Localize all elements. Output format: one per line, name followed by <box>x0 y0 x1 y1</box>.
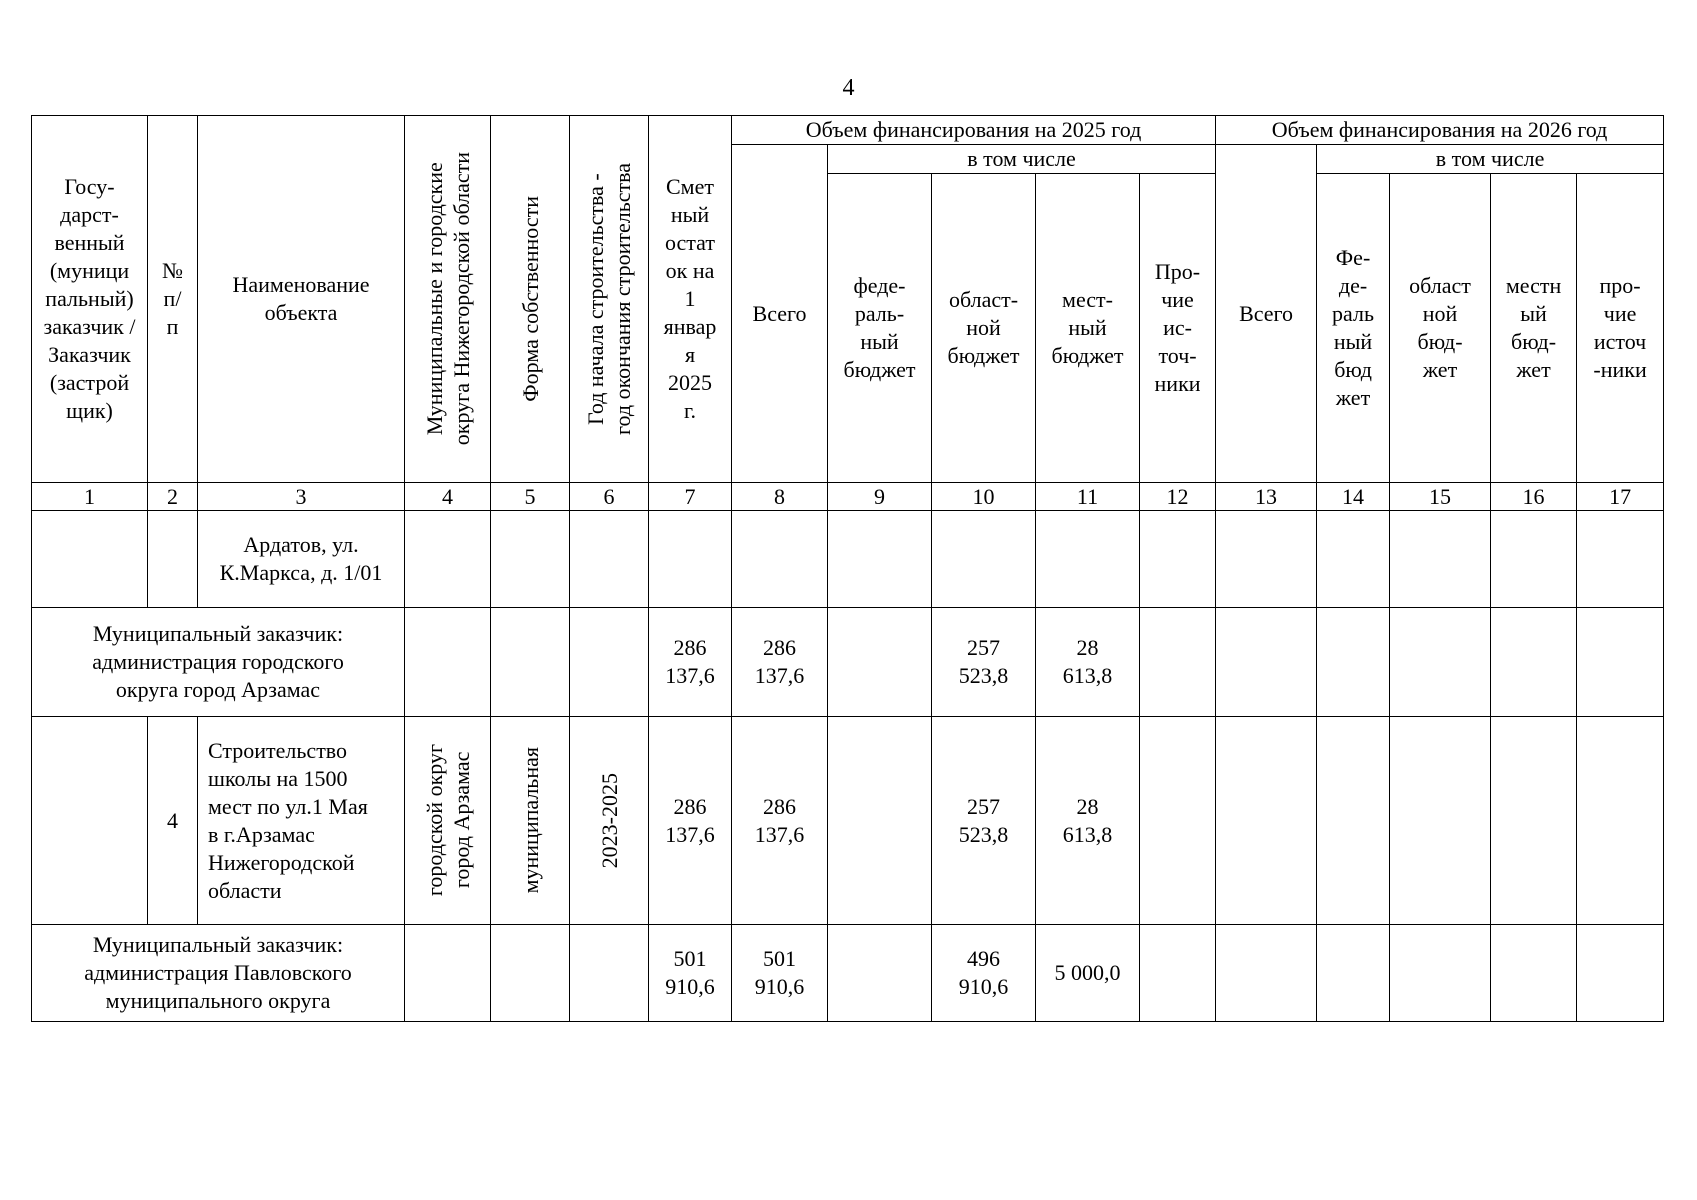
cell-empty <box>1216 511 1317 608</box>
cell-empty <box>570 925 649 1022</box>
financing-table <box>31 115 1664 1022</box>
column-number: 14 <box>1317 483 1390 511</box>
header-estimate-balance: Смет ный остат ок на 1 январ я 2025 г. <box>649 116 732 483</box>
cell-empty <box>1140 925 1216 1022</box>
cell-empty <box>828 925 932 1022</box>
column-number: 2 <box>148 483 198 511</box>
object-district-cell <box>405 717 491 925</box>
cell-empty <box>1140 608 1216 717</box>
header-regional-2026: област ной бюд- жет <box>1390 174 1491 483</box>
total-2025: 501 910,6 <box>732 925 828 1022</box>
object-ownership: муниципальная <box>517 747 543 894</box>
column-number: 3 <box>198 483 405 511</box>
cell-empty <box>1036 511 1140 608</box>
customer-arzamas: Муниципальный заказчик: администрация городского округа город Арзамас <box>32 608 405 717</box>
cell-empty <box>1577 511 1664 608</box>
cell-empty <box>1577 608 1664 717</box>
header-local-2025: мест- ный бюджет <box>1036 174 1140 483</box>
cell-empty <box>1140 511 1216 608</box>
object-ownership-cell <box>491 717 570 925</box>
cell-empty <box>1317 511 1390 608</box>
header-ownership-cell <box>491 116 570 483</box>
header-number: № п/ п <box>148 116 198 483</box>
object-name: Строительство школы на 1500 мест по ул.1 Мая в г.Арзамас Нижегородской области <box>198 717 405 925</box>
table-row <box>32 511 1664 608</box>
table-row <box>32 717 1664 925</box>
object-district: городской округ город Арзамас <box>421 744 474 897</box>
header-object-name: Наименование объекта <box>198 116 405 483</box>
header-including-2026: в том числе <box>1317 145 1664 174</box>
object-years-cell <box>570 717 649 925</box>
object-number: 4 <box>148 717 198 925</box>
cell-empty <box>1390 717 1491 925</box>
header-districts-cell <box>405 116 491 483</box>
total-2025: 286 137,6 <box>732 608 828 717</box>
header-ownership: Форма собственности <box>517 196 543 402</box>
header-districts: Муниципальные и городские округа Нижегородской области <box>421 152 474 446</box>
header-financing-2026: Объем финансирования на 2026 год <box>1216 116 1664 145</box>
cell-empty <box>405 925 491 1022</box>
cell-empty <box>491 608 570 717</box>
header-financing-2025: Объем финансирования на 2025 год <box>732 116 1216 145</box>
local-2025: 28 613,8 <box>1036 717 1140 925</box>
cell-empty <box>491 511 570 608</box>
cell-empty <box>405 608 491 717</box>
regional-2025: 496 910,6 <box>932 925 1036 1022</box>
cell-empty <box>1577 717 1664 925</box>
cell-empty <box>1390 925 1491 1022</box>
column-number: 8 <box>732 483 828 511</box>
cell-empty <box>1317 717 1390 925</box>
table-row <box>32 608 1664 717</box>
cell-empty <box>828 511 932 608</box>
header-customer: Госу- дарст- венный (муници пальный) заказчик / Заказчик (застрой щик) <box>32 116 148 483</box>
column-number: 12 <box>1140 483 1216 511</box>
header-years: Год начала строительства - год окончания строительства <box>583 163 635 435</box>
header-federal-2025: феде- раль- ный бюджет <box>828 174 932 483</box>
cell-empty <box>732 511 828 608</box>
estimate-balance: 286 137,6 <box>649 717 732 925</box>
column-number: 7 <box>649 483 732 511</box>
column-number: 17 <box>1577 483 1664 511</box>
column-number: 6 <box>570 483 649 511</box>
header-other-2026: про- чие источ -ники <box>1577 174 1664 483</box>
cell-empty <box>148 511 198 608</box>
estimate-balance: 286 137,6 <box>649 608 732 717</box>
customer-pavlovo: Муниципальный заказчик: администрация Павловского муниципального округа <box>32 925 405 1022</box>
regional-2025: 257 523,8 <box>932 717 1036 925</box>
estimate-balance: 501 910,6 <box>649 925 732 1022</box>
header-federal-2026: Фе- де- раль ный бюд жет <box>1317 174 1390 483</box>
total-2025: 286 137,6 <box>732 717 828 925</box>
column-number: 9 <box>828 483 932 511</box>
header-including-2025: в том числе <box>828 145 1216 174</box>
cell-empty <box>1390 511 1491 608</box>
cell-empty <box>32 717 148 925</box>
cell-empty <box>932 511 1036 608</box>
cell-empty <box>570 511 649 608</box>
cell-empty <box>1491 717 1577 925</box>
cell-empty <box>1317 925 1390 1022</box>
cell-empty <box>1216 608 1317 717</box>
cell-empty <box>32 511 148 608</box>
header-local-2026: местн ый бюд- жет <box>1491 174 1577 483</box>
column-number: 10 <box>932 483 1036 511</box>
page-number: 4 <box>842 75 855 101</box>
column-number: 5 <box>491 483 570 511</box>
regional-2025: 257 523,8 <box>932 608 1036 717</box>
cell-empty <box>1216 717 1317 925</box>
column-number: 1 <box>32 483 148 511</box>
column-number: 15 <box>1390 483 1491 511</box>
cell-empty <box>828 717 932 925</box>
local-2025: 5 000,0 <box>1036 925 1140 1022</box>
cell-empty <box>1317 608 1390 717</box>
table-row <box>32 925 1664 1022</box>
cell-empty <box>405 511 491 608</box>
cell-empty <box>491 925 570 1022</box>
local-2025: 28 613,8 <box>1036 608 1140 717</box>
column-number: 4 <box>405 483 491 511</box>
header-total-2025: Всего <box>732 145 828 483</box>
object-address: Ардатов, ул. К.Маркса, д. 1/01 <box>198 511 405 608</box>
cell-empty <box>1491 608 1577 717</box>
cell-empty <box>1491 925 1577 1022</box>
cell-empty <box>1390 608 1491 717</box>
column-number: 13 <box>1216 483 1317 511</box>
object-years: 2023-2025 <box>596 772 622 869</box>
cell-empty <box>649 511 732 608</box>
column-number: 16 <box>1491 483 1577 511</box>
cell-empty <box>1577 925 1664 1022</box>
header-other-2025: Про- чие ис- точ- ники <box>1140 174 1216 483</box>
cell-empty <box>570 608 649 717</box>
header-years-cell <box>570 116 649 483</box>
column-number: 11 <box>1036 483 1140 511</box>
header-total-2026: Всего <box>1216 145 1317 483</box>
header-regional-2025: област- ной бюджет <box>932 174 1036 483</box>
cell-empty <box>1216 925 1317 1022</box>
cell-empty <box>1140 717 1216 925</box>
cell-empty <box>828 608 932 717</box>
cell-empty <box>1491 511 1577 608</box>
